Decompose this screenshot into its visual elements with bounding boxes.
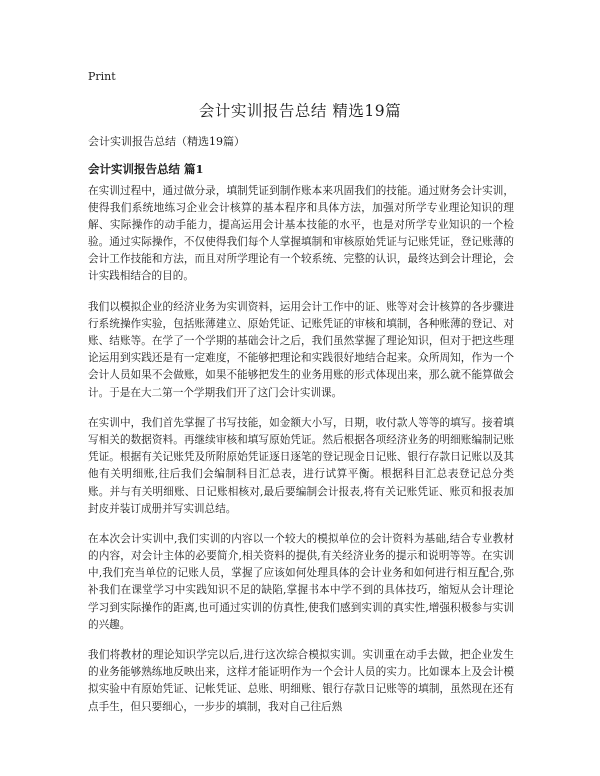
page-title: 会计实训报告总结 精选19篇 [198,102,402,120]
article-body [88,183,514,729]
body-paragraph: 在本次会计实训中,我们实训的内容以一个较大的模拟单位的会计资料为基础,结合专业教材的内容，对会计主体的必要简介,相关资料的提供,有关经济业务的提示和说明等等。在实训中,我们充当单位的记账人员，掌握了应该如何处理具体的会计业务和如何进行相互配合,弥补我们在课堂学习中实践知识不足的缺陷,掌握书本中学不到的具体技巧，缩短从会计理论学习到实际操作的距离,也可通过实训的仿真性,使我们感到实训的真实性,增强积极参与实训的兴趣。 [88,533,514,631]
body-paragraph: 在实训中，我们首先掌握了书写技能，如金额大小写，日期，收付款人等等的填写。接着填写相关的数据资料。再继续审核和填写原始凭证。然后根据各项经济业务的明细账编制记账凭证。根据有关记账凭及所附原始凭证逐日逐笔的登记现金日记账、银行存款日记账以及其他有关明细账,往后我们会编制科目汇总表，进行试算平衡。根据科目汇总表登记总分类账。并与有关明细账、日记账相核对,最后要编制会计报表,将有关记账凭证、账页和报表加封皮并装订成册并写实训总结。 [88,417,514,515]
body-paragraph: 在实训过程中，通过做分录，填制凭证到制作账本来巩固我们的技能。通过财务会计实训，使得我们系统地练习企业会计核算的基本程序和具体方法，加强对所学专业理论知识的理解、实际操作的动手能力，提高运用会计基本技能的水平，也是对所学专业知识的一个检验。通过实际操作，不仅使得我们每个人掌握填制和审核原始凭证与记账凭证，登记账薄的会计工作技能和方法，而且对所学理论有一个较系统、完整的认识，最终达到会计理论，会计实践相结合的目的。 [88,185,514,283]
body-paragraph: 我们以模拟企业的经济业务为实训资料，运用会计工作中的证、账等对会计核算的各步骤进行系统操作实验，包括账薄建立、原始凭证、记账凭证的审核和填制，各种账薄的登记、对账、结账等。在学了一个学期的基础会计之后，我们虽然掌握了理论知识，但对于把这些理论运用到实践还是有一定难度，不能够把理论和实践很好地结合起来。众所周知，作为一个会计人员如果不会做账，如果不能够把发生的业务用账的形式体现出来，那么就不能算做会计。于是在大二第一个学期我们开了这门会计实训课。 [88,301,514,399]
print-link[interactable]: Print [88,70,116,83]
section-heading: 会计实训报告总结 篇1 [88,162,204,176]
document-subtitle: 会计实训报告总结（精选19篇） [88,135,245,148]
body-paragraph: 我们将教材的理论知识学完以后,进行这次综合模拟实训。实训重在动手去做，把企业发生的业务能够熟练地反映出来，这样才能证明作为一个会计人员的实力。比如课本上及会计模拟实验中有原始凭证、记帐凭证、总账、明细账、银行存款日记账等的填制，虽然现在还有点手生，但只要细心，一步步的填制，我对自己往后熟 [88,649,514,713]
